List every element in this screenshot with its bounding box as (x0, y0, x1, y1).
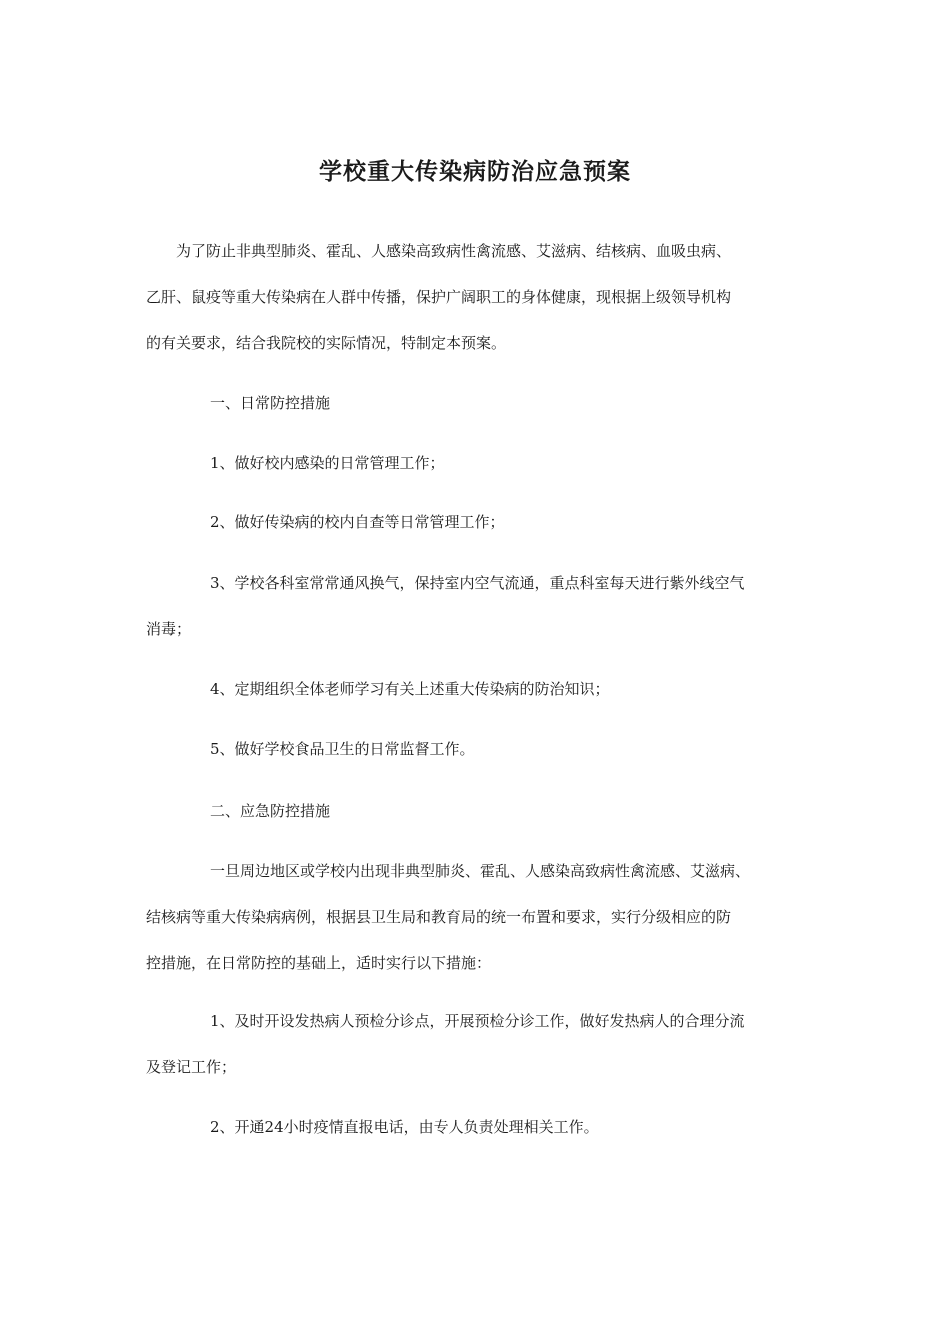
section2-item-2 (146, 1104, 810, 1150)
section1-item-3-line-2: 消毒； (146, 620, 192, 638)
section1-item-1-text: 1、做好校内感染的日常管理工作； (210, 454, 445, 472)
section2-item-2-text: 2、开通24小时疫情直报电话，由专人负责处理相关工作。 (210, 1118, 599, 1136)
section1-item-5 (146, 726, 810, 772)
section2-item-1-line-1: 1、及时开设发热病人预检分诊点，开展预检分诊工作，做好发热病人的合理分流 (210, 1012, 745, 1030)
intro-line-2: 乙肝、鼠疫等重大传染病在人群中传播，保护广阔职工的身体健康，现根据上级领导机构 (146, 288, 732, 306)
section1-item-3 (146, 560, 810, 652)
section2-intro-line-3: 控措施，在日常防控的基础上，适时实行以下措施： (146, 954, 492, 972)
intro-line-3: 的有关要求，结合我院校的实际情况，特制定本预案。 (146, 334, 507, 352)
section2-item-1 (146, 998, 810, 1090)
section2-heading-text: 二、应急防控措施 (210, 802, 331, 820)
section2-item-1-line-2: 及登记工作； (146, 1058, 237, 1076)
section1-item-2-text: 2、做好传染病的校内自查等日常管理工作； (210, 513, 505, 531)
section1-item-5-text: 5、做好学校食品卫生的日常监督工作。 (210, 740, 475, 758)
section2-heading (146, 788, 810, 834)
section1-heading (146, 380, 810, 426)
section1-heading-text: 一、日常防控措施 (210, 394, 331, 412)
section1-item-3-line-1: 3、学校各科室常常通风换气，保持室内空气流通，重点科室每天进行紫外线空气 (210, 574, 745, 592)
section1-item-4 (146, 666, 810, 712)
section1-item-4-text: 4、定期组织全体老师学习有关上述重大传染病的防治知识； (210, 680, 610, 698)
section1-item-2 (146, 499, 810, 545)
intro-paragraph (146, 228, 810, 366)
document-title: 学校重大传染病防治应急预案 (319, 158, 631, 185)
section1-item-1 (146, 440, 810, 486)
section2-intro-line-1: 一旦周边地区或学校内出现非典型肺炎、霍乱、人感染高致病性禽流感、艾滋病、 (210, 862, 751, 880)
intro-line-1: 为了防止非典型肺炎、霍乱、人感染高致病性禽流感、艾滋病、结核病、血吸虫病、 (176, 242, 732, 260)
section2-intro-line-2: 结核病等重大传染病病例，根据县卫生局和教育局的统一布置和要求，实行分级相应的防 (146, 908, 732, 926)
section2-intro (146, 848, 810, 986)
